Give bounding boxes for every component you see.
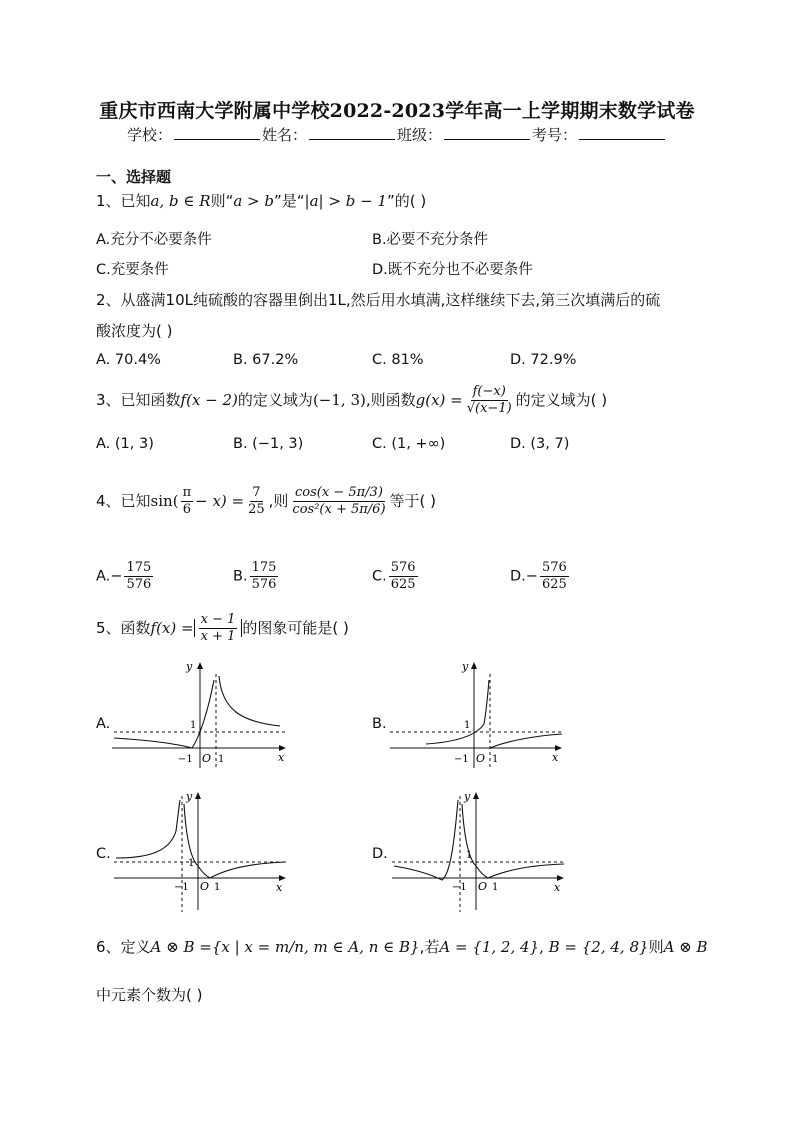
graph-b-neg-one: −1 xyxy=(454,754,469,765)
question-3 xyxy=(96,384,607,417)
q3-option-b[interactable]: B. (−1, 3) xyxy=(233,436,304,452)
q1-text-2: ”是“ xyxy=(274,192,305,210)
q2-option-c[interactable]: C. 81% xyxy=(372,352,424,368)
q4-big-num: cos(x − 5π/3) xyxy=(295,485,383,500)
q6-line-2: 中元素个数为( ) xyxy=(96,986,203,1004)
q3-text-2: ,则函数 xyxy=(365,391,416,409)
q1-text: 则“ xyxy=(210,192,234,210)
exam-no-blank[interactable] xyxy=(579,125,665,140)
q1-q: |a| > b − 1 xyxy=(304,192,387,210)
q4-lead: 4、已知 xyxy=(96,492,151,510)
school-blank[interactable] xyxy=(174,125,260,140)
q1-tail: ”的( ) xyxy=(386,192,427,210)
q3-tail: 的定义域为( ) xyxy=(515,391,608,409)
q5-lead: 5、函数 xyxy=(96,619,151,637)
q6-a-set: A = {1, 2, 4} xyxy=(439,938,540,956)
class-blank[interactable] xyxy=(444,125,530,140)
q4-option-d[interactable] xyxy=(510,560,571,593)
q5-graph-a[interactable] xyxy=(108,656,290,772)
graph-d-origin: O xyxy=(478,880,488,893)
q5-num: x − 1 xyxy=(200,612,236,627)
q3-option-d[interactable]: D. (3, 7) xyxy=(510,436,570,452)
q3-option-c[interactable]: C. (1, +∞) xyxy=(372,436,446,452)
q3-fraction xyxy=(465,384,514,417)
q4-b-label: B. xyxy=(233,568,248,585)
q4-a-label: A. xyxy=(96,568,111,585)
q6-def: A ⊗ B = xyxy=(150,938,212,956)
q4-c-den: 625 xyxy=(390,577,416,592)
q4-b-den: 576 xyxy=(251,577,277,592)
graph-a-x-label: x xyxy=(278,751,285,764)
graph-a-origin: O xyxy=(202,752,212,765)
q5-den: x + 1 xyxy=(200,629,236,644)
q4-c-frac xyxy=(389,560,418,593)
q4-option-a[interactable] xyxy=(96,560,155,593)
q4-sin: sin( xyxy=(150,492,179,510)
q4-c-label: C. xyxy=(372,568,387,585)
q1-option-d[interactable]: D.既不充分也不必要条件 xyxy=(372,262,533,278)
q3-fx: f(x − 2) xyxy=(180,391,238,409)
graph-d-neg-one: −1 xyxy=(452,882,467,893)
q1-option-a[interactable]: A.充分不必要条件 xyxy=(96,232,212,248)
q3-gx: g(x) = xyxy=(415,391,463,409)
q4-val-den: 25 xyxy=(248,502,265,517)
q4-mid: ,则 xyxy=(268,492,289,510)
graph-c-origin: O xyxy=(200,880,210,893)
q4-d-den: 625 xyxy=(541,577,567,592)
q5-frac xyxy=(199,612,238,645)
q4-pi-frac xyxy=(181,485,194,518)
graph-c-neg-one: −1 xyxy=(174,882,189,893)
graph-a-neg-one: −1 xyxy=(178,754,193,765)
q5-fx: f(x) = xyxy=(150,619,194,637)
q4-sin-post: − x) = xyxy=(195,492,245,510)
graph-b-x-label: x xyxy=(552,751,559,764)
q2-option-a[interactable]: A. 70.4% xyxy=(96,352,161,368)
q4-val-num: 7 xyxy=(252,485,261,500)
name-label: 姓名： xyxy=(261,126,307,144)
q4-b-num: 175 xyxy=(251,560,277,575)
q1-condition: a, b ∈ R xyxy=(150,192,211,210)
q4-d-label: D. xyxy=(510,568,526,585)
q4-option-c[interactable] xyxy=(372,560,420,593)
q5-option-a-label[interactable]: A. xyxy=(96,716,111,732)
graph-d-one-y: 1 xyxy=(466,850,473,861)
q3-den: √(x−1) xyxy=(466,401,512,416)
q4-c-num: 576 xyxy=(390,560,416,575)
q6-lead: 6、定义 xyxy=(96,938,151,956)
question-6: 6、定义A ⊗ B ={x | x = m/n, m ∈ A, n ∈ B},若A = {1, 2, 4}, B = {2, 4, 8}则A ⊗ B xyxy=(96,938,708,956)
q3-num: f(−x) xyxy=(472,384,506,399)
graph-a-one-x: 1 xyxy=(218,754,225,765)
q4-val-frac xyxy=(246,485,267,518)
question-4 xyxy=(96,485,436,518)
graph-b-one-x: 1 xyxy=(492,754,499,765)
class-label: 班级： xyxy=(397,126,443,144)
q4-a-sign: − xyxy=(110,568,123,585)
q4-pi-num: π xyxy=(182,485,192,500)
q5-graph-c[interactable] xyxy=(110,786,292,916)
q6-then: 则 xyxy=(648,938,664,956)
q1-option-c[interactable]: C.充要条件 xyxy=(96,262,169,278)
q6-result: A ⊗ B xyxy=(663,938,708,956)
graph-c-one-x: 1 xyxy=(214,882,221,893)
q4-a-den: 576 xyxy=(126,577,152,592)
q5-graph-b[interactable] xyxy=(386,656,568,772)
q3-domain: (−1, 3) xyxy=(312,391,366,409)
q4-d-num: 576 xyxy=(541,560,567,575)
q5-option-d-label[interactable]: D. xyxy=(372,846,388,862)
q4-a-frac xyxy=(124,560,153,593)
q4-tail: 等于( ) xyxy=(389,492,436,510)
exam-no-label: 考号： xyxy=(532,126,578,144)
q5-option-c-label[interactable]: C. xyxy=(96,846,111,862)
q5-abs-bars xyxy=(194,612,243,644)
q4-option-b[interactable] xyxy=(233,560,280,593)
q2-line-1: 2、从盛满10L纯硫酸的容器里倒出1L,然后用水填满,这样继续下去,第三次填满后的硫 xyxy=(96,291,661,309)
paper-title: 重庆市西南大学附属中学校2022-2023学年高一上学期期末数学试卷 xyxy=(99,100,695,122)
graph-b-y-label: y xyxy=(462,660,469,673)
question-1 xyxy=(96,190,426,211)
q4-d-sign: − xyxy=(525,568,538,585)
q1-option-b[interactable]: B.必要不充分条件 xyxy=(372,232,489,248)
graph-c-one-y: 1 xyxy=(188,858,195,869)
q2-option-d[interactable]: D. 72.9% xyxy=(510,352,577,368)
q4-big-den: cos²(x + 5π/6) xyxy=(292,502,386,517)
graph-b-one-y: 1 xyxy=(464,720,471,731)
q2-option-b[interactable]: B. 67.2% xyxy=(233,352,299,368)
q4-pi-den: 6 xyxy=(182,502,191,517)
school-label: 学校： xyxy=(126,126,172,144)
question-5 xyxy=(96,612,349,645)
name-blank[interactable] xyxy=(309,125,395,140)
q3-lead: 3、已知函数 xyxy=(96,391,181,409)
q6-b-set: B = {2, 4, 8} xyxy=(548,938,649,956)
q5-graph-d[interactable] xyxy=(388,786,570,916)
q6-mid: ,若 xyxy=(419,938,440,956)
q2-line-2: 酸浓度为( ) xyxy=(96,322,173,340)
q4-d-frac xyxy=(540,560,569,593)
graph-a-one-y: 1 xyxy=(190,720,197,731)
student-info-line xyxy=(0,124,794,145)
q6-set: {x | x = m/n, m ∈ A, n ∈ B} xyxy=(211,938,420,956)
q1-lead: 1、已知 xyxy=(96,192,151,210)
q3-option-a[interactable]: A. (1, 3) xyxy=(96,436,154,452)
q4-big-frac xyxy=(290,485,387,518)
graph-a-y-label: y xyxy=(186,660,193,673)
graph-c-x-label: x xyxy=(276,881,283,894)
q5-tail: 的图象可能是( ) xyxy=(242,619,349,637)
graph-d-y-label: y xyxy=(464,790,471,803)
q4-a-num: 175 xyxy=(126,560,152,575)
graph-b-origin: O xyxy=(476,752,486,765)
graph-d-one-x: 1 xyxy=(492,882,499,893)
q5-option-b-label[interactable]: B. xyxy=(372,716,387,732)
q4-b-frac xyxy=(250,560,279,593)
graph-c-y-label: y xyxy=(186,790,193,803)
graph-d-x-label: x xyxy=(554,881,561,894)
section-heading: 一、选择题 xyxy=(96,168,172,186)
q1-p: a > b xyxy=(233,192,274,210)
q3-text: 的定义域为 xyxy=(237,391,313,409)
